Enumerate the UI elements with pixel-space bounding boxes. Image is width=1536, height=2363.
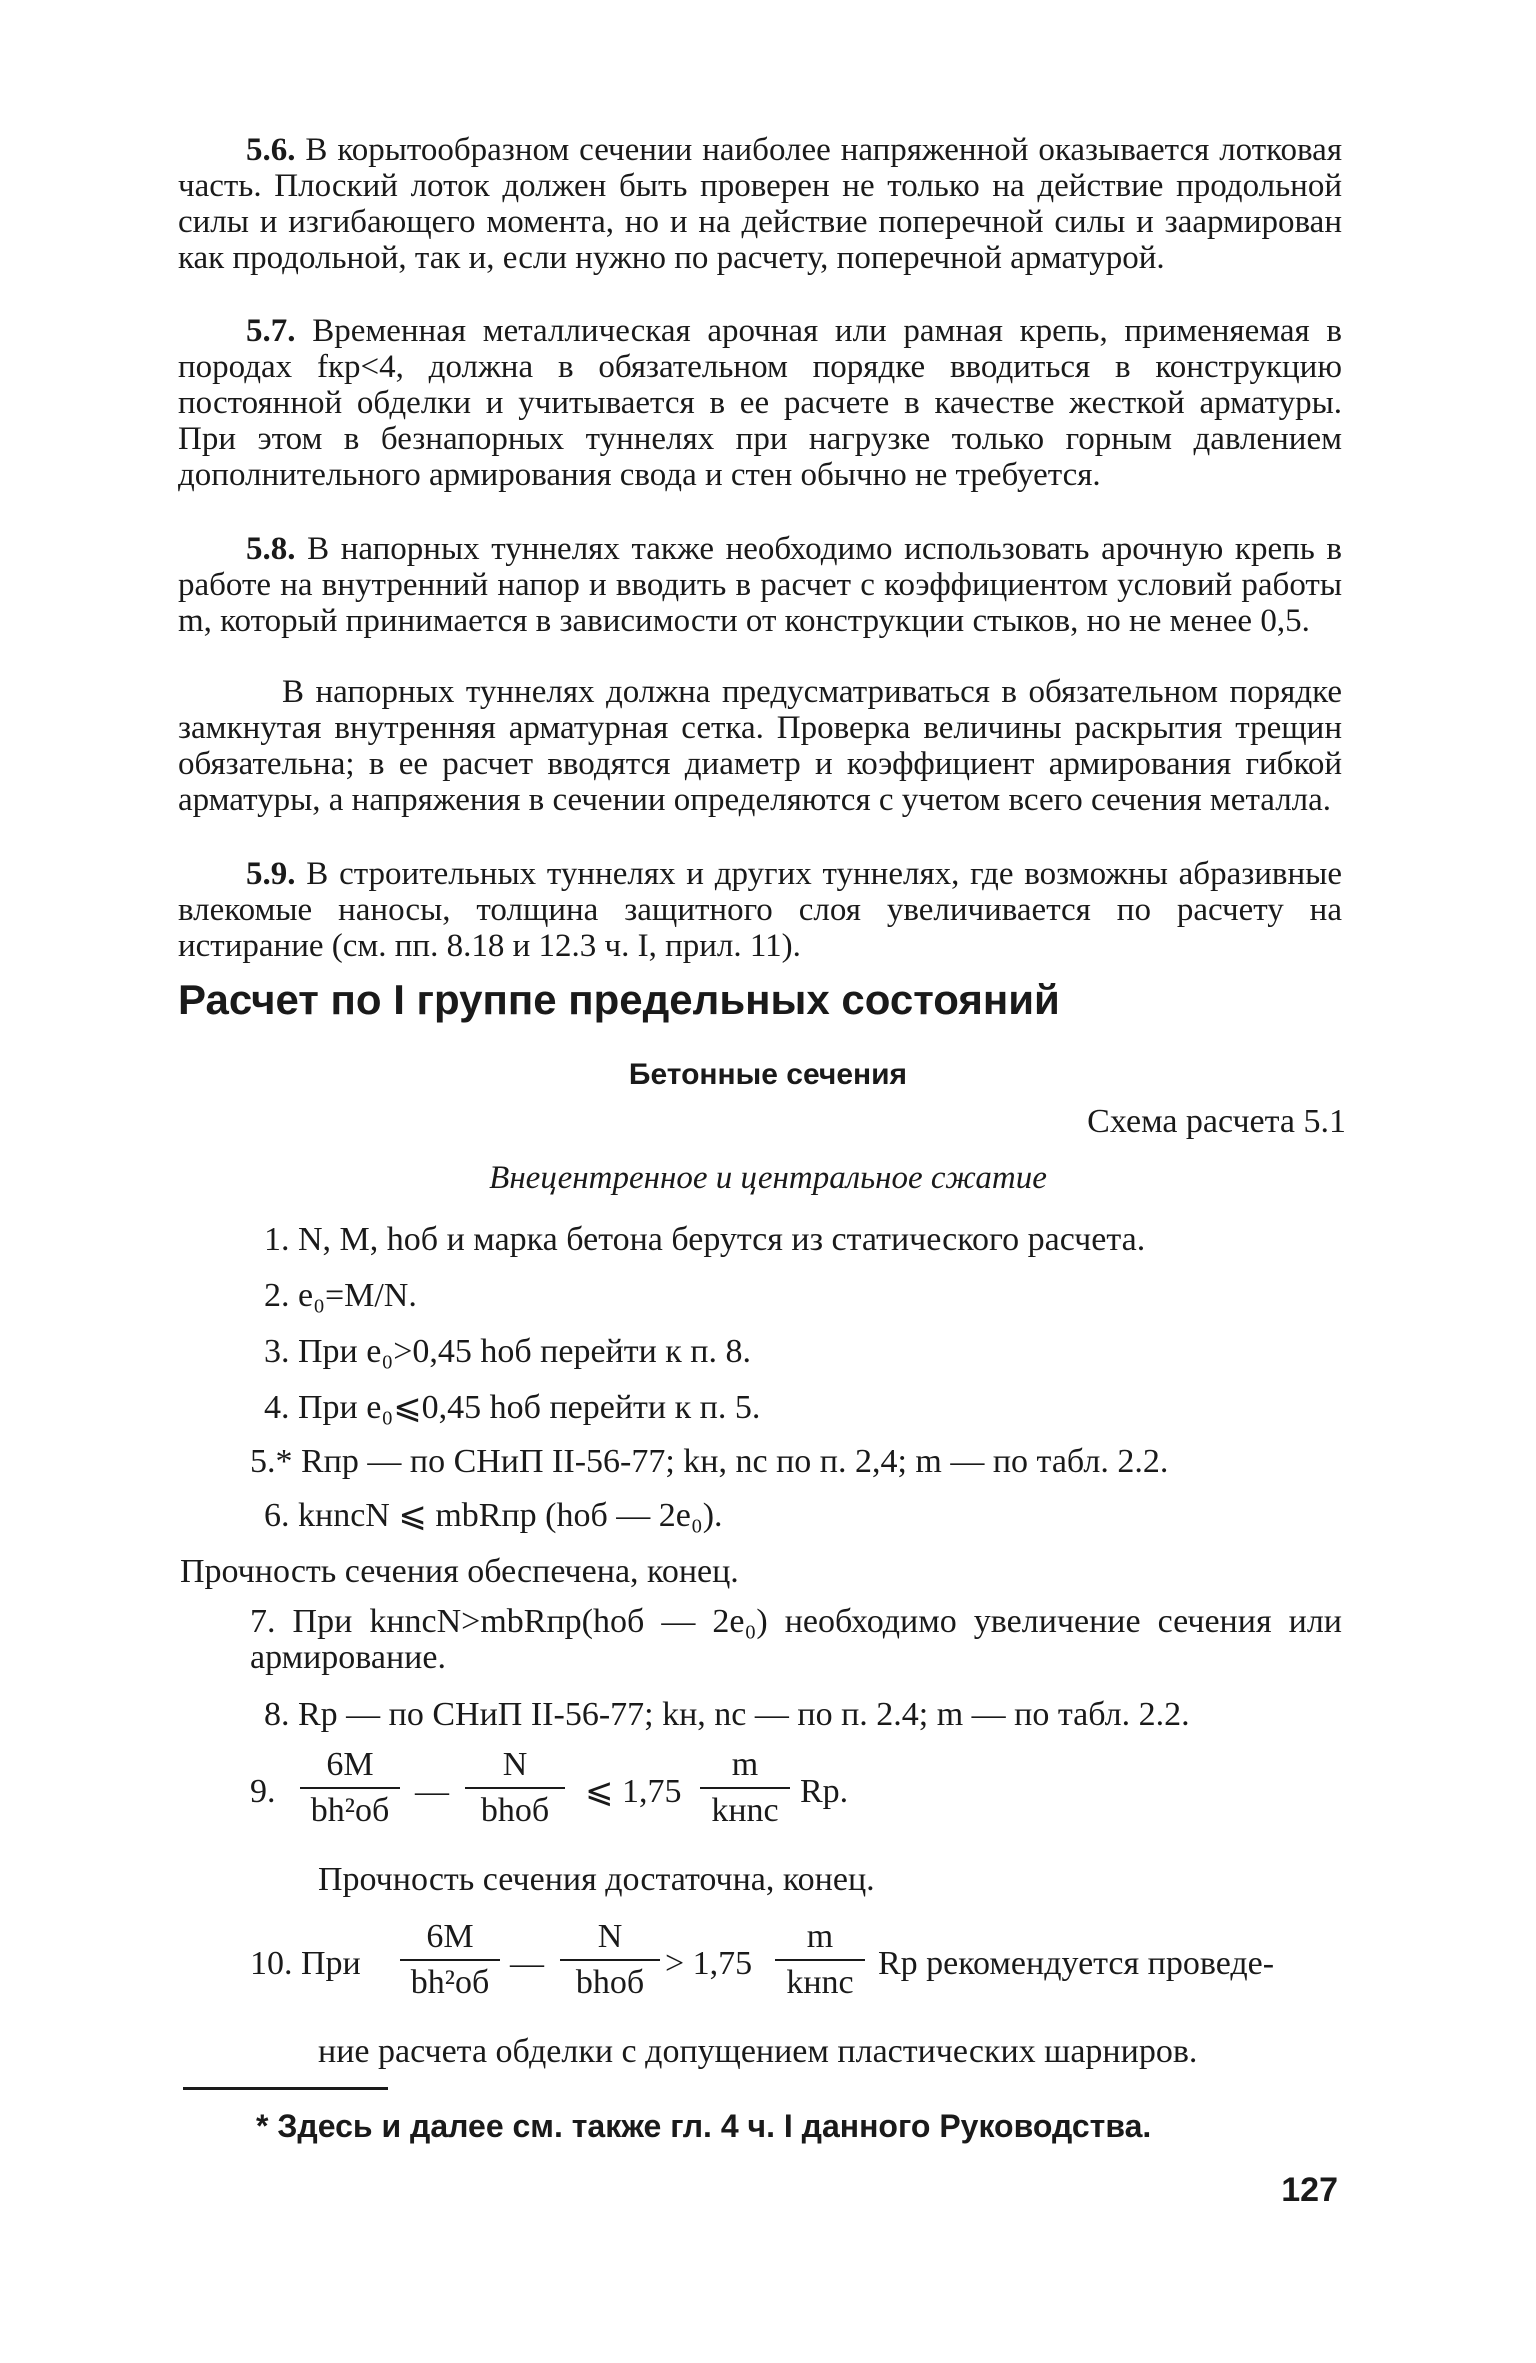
fraction-n-over-bh (560, 1917, 660, 2003)
fraction-bar (300, 1787, 400, 1789)
step-8: 8. Rр — по СНиП II-56-77; kн, nс — по п. 2.4; m — по табл. 2.2. (264, 1696, 1190, 1733)
fraction-bar (400, 1959, 500, 1961)
paragraph-number: 5.7. (246, 313, 296, 349)
fraction-m-over-kn (700, 1745, 790, 1831)
fraction-numerator: m (806, 1918, 834, 1955)
step-10-end: Rр рекомендуется проведе- (878, 1945, 1275, 1982)
fraction-6m-over-bh2 (300, 1745, 400, 1831)
step-1: 1. N, M, hоб и марка бетона берутся из статического расчета. (264, 1221, 1146, 1258)
step-7: 7. При kнnсN>mbRпр(hоб — 2e₀) необходимо увеличение сечения или армирование. (250, 1603, 1342, 1676)
paragraph-text: В напорных туннелях также необходимо использовать арочную крепь в работе на внутренний напор и вводить в расчет с коэффициентом условий работы m, который принимается в зависимости от конструкции стыков, но не менее 0,5. (178, 531, 1343, 639)
fraction-denominator: kнnс (786, 1964, 854, 2001)
footnote-divider (183, 2087, 388, 2090)
fraction-numerator: m (731, 1746, 759, 1783)
step-6-result: Прочность сечения обеспечена, конец. (180, 1553, 739, 1590)
fraction-denominator: bhоб (575, 1964, 645, 2001)
step-4: 4. При e₀⩽0,45 hоб перейти к п. 5. (264, 1389, 761, 1426)
step-10-continuation: ние расчета обделки с допущением пластических шарниров. (318, 2033, 1198, 2070)
fraction-numerator: 6M (426, 1918, 474, 1955)
fraction-denominator: bhоб (480, 1792, 550, 1829)
minus-sign: — (415, 1773, 449, 1810)
fraction-numerator: N (502, 1746, 528, 1783)
step-10-relation: > 1,75 (665, 1945, 753, 1982)
fraction-bar (775, 1959, 865, 1961)
fraction-numerator: N (597, 1918, 623, 1955)
fraction-m-over-kn (775, 1917, 865, 2003)
fraction-bar (465, 1787, 565, 1789)
paragraph-text: В напорных туннелях должна предусматриваться в обязательном порядке замкнутая внутренняя арматурная сетка. Проверка величины раскрытия трещин обязательна; в ее расчет вводятся диаметр и коэффициент армирования гибкой арматуры, а напряжения в сечении определяются с учетом всего сечения металла. (178, 674, 1342, 818)
paragraph-5-8 (178, 531, 1342, 639)
step-2: 2. e₀=M/N. (264, 1277, 417, 1314)
paragraph-text: Временная металлическая арочная или рамная крепь, применяемая в породах fкр<4, должна в обязательном порядке вводиться в конструкцию постоянной обделки и учитывается в ее расчете в качестве жесткой арматуры. При этом в безнапорных туннелях при нагрузке только горным давлением дополнительного армирования свода и стен обычно не требуется. (178, 313, 1342, 493)
paragraph-number: 5.9. (246, 856, 296, 892)
step-9-number: 9. (250, 1773, 276, 1810)
paragraph-number: 5.6. (246, 132, 296, 168)
step-9-end: Rр. (800, 1773, 849, 1810)
paragraph-text: В строительных туннелях и других туннелях, где возможны абразивные влекомые наносы, толщина защитного слоя увеличивается по расчету на истирание (см. пп. 8.18 и 12.3 ч. I, прил. 11). (178, 856, 1342, 964)
subsection-title: Бетонные сечения (628, 1058, 908, 1091)
fraction-6m-over-bh2 (400, 1917, 500, 2003)
fraction-denominator: bh²об (410, 1964, 490, 2001)
step-5: 5.* Rпр — по СНиП II-56-77; kн, nс по п. 2,4; m — по табл. 2.2. (250, 1443, 1169, 1480)
fraction-n-over-bh (465, 1745, 565, 1831)
calculation-title: Внецентренное и центральное сжатие (489, 1160, 1047, 1196)
footnote: * Здесь и далее см. также гл. 4 ч. I данного Руководства. (256, 2108, 1152, 2144)
section-title: Расчет по I группе предельных состояний (178, 976, 1060, 1023)
paragraph-5-7 (178, 313, 1342, 493)
step-10-number: 10. При (250, 1945, 361, 1982)
fraction-denominator: bh²об (310, 1792, 390, 1829)
fraction-denominator: kнnс (711, 1792, 779, 1829)
fraction-numerator: 6M (326, 1746, 374, 1783)
step-6: 6. kнnсN ⩽ mbRпр (hоб — 2e₀). (264, 1497, 723, 1534)
step-9-result: Прочность сечения достаточна, конец. (318, 1861, 875, 1898)
paragraph-5-9 (178, 856, 1342, 964)
page-number: 127 (1281, 2171, 1338, 2209)
paragraph-5-6 (178, 132, 1342, 276)
step-9-relation: ⩽ 1,75 (585, 1773, 682, 1810)
scheme-label: Схема расчета 5.1 (1087, 1103, 1346, 1140)
paragraph-text: В корытообразном сечении наиболее напряженной оказывается лотковая часть. Плоский лоток должен быть проверен не только на действие продольной силы и изгибающего момента, но и на действие поперечной силы и заармирован как продольной, так и, если нужно по расчету, поперечной арматурой. (178, 132, 1343, 276)
paragraph-5-8-continued (178, 674, 1342, 818)
fraction-bar (700, 1787, 790, 1789)
minus-sign: — (510, 1945, 544, 1982)
paragraph-number: 5.8. (246, 531, 296, 567)
fraction-bar (560, 1959, 660, 1961)
step-3: 3. При e₀>0,45 hоб перейти к п. 8. (264, 1333, 752, 1370)
